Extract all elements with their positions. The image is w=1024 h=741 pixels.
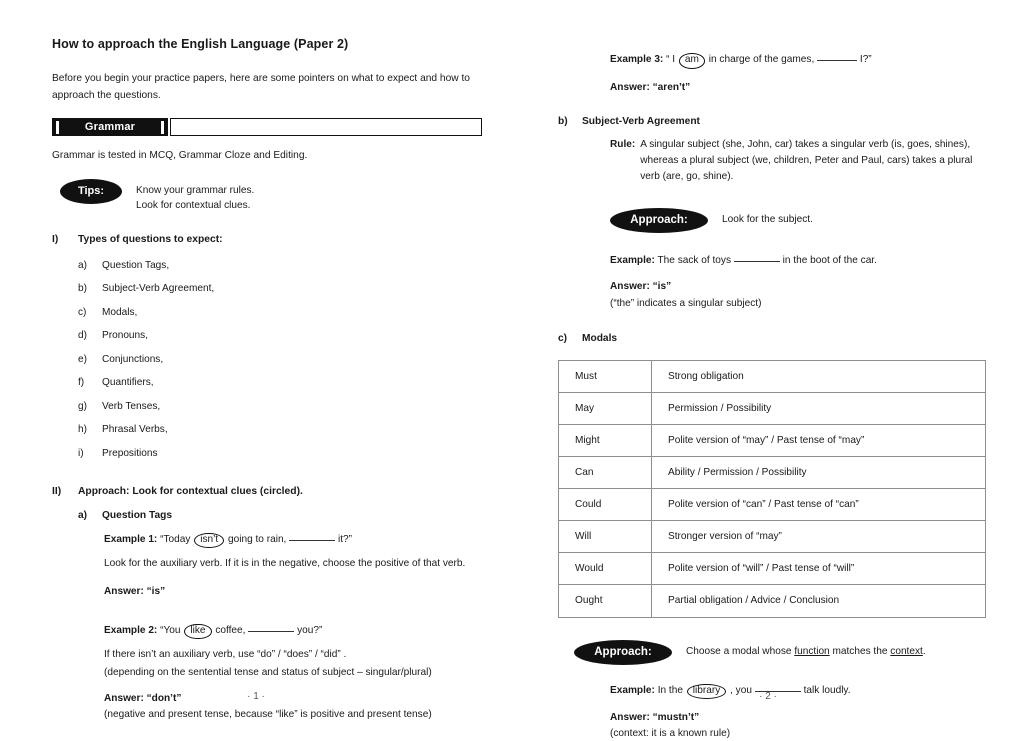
question-types-list [78,254,482,466]
list-item-label: Subject-Verb Agreement, [102,283,215,295]
example-3-label: Example 3: [610,54,664,65]
intro-paragraph: Before you begin your practice papers, here are some pointers on what to expect and how to approach the questions. [52,73,470,101]
table-cell-meaning: Ability / Permission / Possibility [652,457,986,489]
list-item-label: Verb Tenses, [102,400,161,412]
modals-answer: Answer: “mustn’t” [610,712,700,724]
table-cell-modal: May [559,392,652,424]
subject-verb-rule-row [610,137,986,186]
modals-approach-pre: Choose a modal whose [686,645,792,657]
table-cell-modal: Could [559,489,652,521]
example-2-note-line-1: If there isn’t an auxiliary verb, use “do” / “does” / “did” . [104,649,347,661]
example-2-pre: “You [160,624,181,636]
example-3-blank [817,60,857,61]
modals-approach-row [574,640,986,665]
modals-approach-end: . [922,645,926,657]
subject-verb-heading-row [558,116,986,127]
table-cell-modal: Might [559,424,652,456]
list-item [78,254,482,278]
modals-marker: c) [558,332,568,344]
list-item [78,278,482,302]
approach-badge: Approach: [610,208,708,233]
table-cell-meaning: Polite version of “will” / Past tense of “will” [652,553,986,585]
page-number-left: · 1 · [247,691,265,702]
modals-approach-mid: matches the [832,645,888,657]
subject-verb-example-post: in the boot of the car. [782,254,877,266]
table-cell-modal: Must [559,360,652,392]
table-row [559,489,986,521]
example-1-blank [289,540,335,541]
list-item-label: Phrasal Verbs, [102,424,168,436]
table-cell-modal: Will [559,521,652,553]
grammar-banner-black-box [52,118,168,136]
example-3-line [610,52,986,69]
grammar-banner-label: Grammar [84,121,136,134]
list-item-label: Quantifiers, [102,377,154,389]
subject-verb-rule-text: A singular subject (she, John, car) takes a singular verb (is, goes, shines), whereas a plural subject (we, children, Peter and Paul, cars) takes a plural verb (are, go, shine). [640,138,973,183]
modals-heading-row [558,333,986,344]
question-tags-marker: a) [78,509,88,521]
right-page-column [512,0,1024,740]
subject-verb-answer: Answer: “is” [610,281,672,293]
subject-verb-approach-row [610,208,986,233]
left-page-column [0,0,512,724]
list-item-marker: c) [78,306,87,318]
page-title: How to approach the English Language (Paper 2) [52,37,349,51]
page-number-right: · 2 · [759,691,777,702]
tips-text [136,179,254,214]
list-item-marker: b) [78,283,87,295]
table-cell-modal: Ought [559,585,652,617]
list-item-label: Conjunctions, [102,353,164,365]
table-row [559,553,986,585]
example-2-answer: Answer: “don’t” [104,692,182,704]
section-two-marker: II) [52,485,62,497]
modals-example-mid: , you [730,684,752,696]
list-item [78,348,482,372]
table-row [559,360,986,392]
example-3-pre: “ I [666,54,676,65]
table-cell-meaning: Permission / Possibility [652,392,986,424]
example-2-mid: coffee, [215,624,246,636]
modals-approach-underline-1: function [794,645,830,657]
list-item-marker: a) [78,259,87,271]
table-row [559,424,986,456]
table-row [559,392,986,424]
example-3-block [610,52,986,95]
example-1-circled-word: isn’t [194,533,224,549]
table-cell-meaning: Polite version of “can” / Past tense of “can” [652,489,986,521]
list-item-label: Prepositions [102,447,158,459]
grammar-banner [52,118,482,136]
example-1-pre: “Today [160,533,191,545]
banner-right-bar-icon [161,121,164,134]
table-cell-meaning: Polite version of “may” / Past tense of “may” [652,424,986,456]
tips-block [60,179,482,214]
subject-verb-example-blank [734,261,780,262]
modals-example-label: Example: [610,684,655,696]
section-one-marker: I) [52,234,59,246]
modals-heading: Modals [582,332,618,344]
table-cell-modal: Would [559,553,652,585]
list-item-label: Question Tags, [102,259,170,271]
example-2-answer-note: (negative and present tense, because “like” is positive and present tense) [104,709,432,721]
section-one-heading: Types of questions to expect: [78,234,223,246]
example-2-note-line-2: (depending on the sentential tense and status of subject – singular/plural) [104,666,432,678]
subject-verb-answer-note: (“the” indicates a singular subject) [610,297,762,309]
subject-verb-approach-text: Look for the subject. [722,213,813,225]
example-1-post: it?” [338,533,353,545]
table-cell-modal: Can [559,457,652,489]
table-row [559,521,986,553]
subject-verb-example-label: Example: [610,254,655,266]
modals-example-pre: In the [657,684,683,696]
table-cell-meaning: Partial obligation / Advice / Conclusion [652,585,986,617]
section-one [52,234,482,466]
grammar-note: Grammar is tested in MCQ, Grammar Cloze and Editing. [52,150,308,162]
list-item-marker: i) [78,447,84,459]
example-3-answer: Answer: “aren’t” [610,81,691,93]
modals-approach-underline-2: context [890,645,923,657]
example-1-answer: Answer: “is” [104,585,166,597]
table-cell-meaning: Strong obligation [652,360,986,392]
list-item [78,325,482,349]
list-item-label: Pronouns, [102,330,149,342]
table-row [559,457,986,489]
question-tags-heading-row [78,510,482,521]
subject-verb-body [610,137,986,311]
table-row [559,585,986,617]
subject-verb-example-line [610,253,986,269]
example-2-label: Example 2: [104,624,158,636]
example-2-blank [248,631,294,632]
question-tags-heading: Question Tags [102,509,172,521]
section-two-heading: Approach: Look for contextual clues (circled). [78,485,303,497]
example-1-line [104,532,482,549]
example-2-line [104,623,482,640]
modals-approach-text [686,640,926,660]
modals-example-post: talk loudly. [803,684,851,696]
list-item-label: Modals, [102,306,138,318]
example-3-post: I?” [859,54,872,65]
grammar-banner-outline-box [170,118,482,136]
example-3-circled-word: am [679,53,705,69]
list-item [78,419,482,443]
subject-verb-rule-label: Rule: [610,138,636,150]
example-1-mid: going to rain, [228,533,287,545]
tips-line-2: Look for contextual clues. [136,200,251,212]
section-two [52,486,482,722]
list-item [78,372,482,396]
table-cell-meaning: Stronger version of “may” [652,521,986,553]
modals-example-circled-word: library [687,684,726,700]
list-item-marker: g) [78,400,87,412]
example-2-post: you?” [297,624,323,636]
tips-badge: Tips: [60,179,122,204]
list-item-marker: d) [78,330,87,342]
approach-badge: Approach: [574,640,672,665]
modals-table [558,360,986,618]
subject-verb-example-pre: The sack of toys [657,254,732,266]
subject-verb-heading: Subject-Verb Agreement [582,115,700,127]
list-item [78,301,482,325]
example-1-label: Example 1: [104,533,158,545]
subject-verb-marker: b) [558,115,568,127]
example-3-mid: in charge of the games, [708,54,815,65]
example-2-circled-word: like [184,624,211,640]
list-item [78,442,482,466]
example-1-note: Look for the auxiliary verb. If it is in the negative, choose the positive of that verb. [104,558,466,570]
tips-line-1: Know your grammar rules. [136,184,255,196]
list-item-marker: e) [78,353,87,365]
list-item-marker: f) [78,377,85,389]
list-item [78,395,482,419]
list-item-marker: h) [78,424,87,436]
modals-answer-note: (context: it is a known rule) [610,728,731,740]
